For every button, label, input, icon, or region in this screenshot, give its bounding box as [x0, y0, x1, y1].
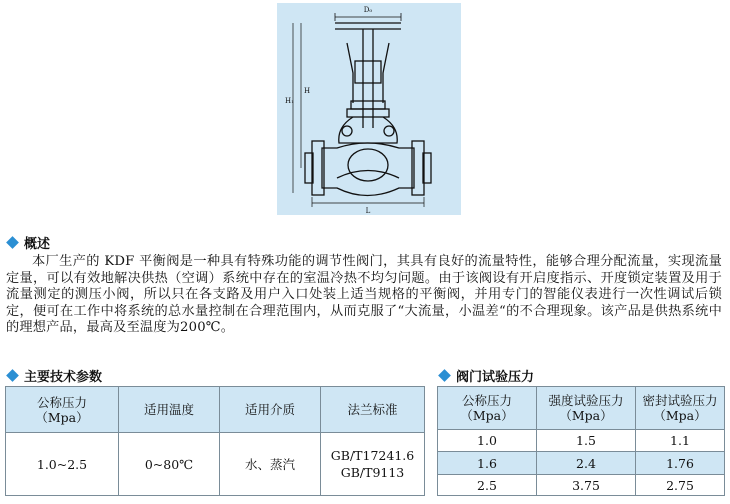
dim-label-top: D₀ [363, 6, 373, 14]
test-pressure-cell: 1.1 [636, 430, 725, 452]
dim-label-l: L [365, 207, 371, 215]
test-pressure-header-row [438, 387, 725, 430]
tech-params-row [6, 433, 425, 496]
tech-params-heading-text: 主要技术参数 [24, 370, 103, 385]
tech-params-cell-flange: GB/T17241.6 GB/T9113 [321, 433, 425, 496]
test-pressure-row [438, 475, 725, 496]
test-pressure-header-strength: 强度试验压力 （Mpa） [537, 387, 636, 430]
tech-params-heading [8, 366, 102, 385]
tech-params-header-medium: 适用介质 [220, 387, 321, 433]
diamond-bullet-icon [438, 369, 451, 382]
test-pressure-heading-text: 阀门试验压力 [456, 370, 535, 385]
diamond-bullet-icon [6, 236, 19, 249]
test-pressure-cell: 3.75 [537, 475, 636, 496]
overview-heading-text: 概述 [24, 237, 51, 252]
diamond-bullet-icon [6, 369, 19, 382]
tech-params-table [5, 386, 425, 496]
test-pressure-header-seal: 密封试验压力 （Mpa） [636, 387, 725, 430]
dim-label-h: H [304, 87, 311, 95]
overview-heading [8, 233, 50, 252]
test-pressure-cell: 1.0 [438, 430, 537, 452]
tech-params-cell-temp: 0~80℃ [119, 433, 220, 496]
test-pressure-heading [440, 366, 534, 385]
test-pressure-cell: 1.5 [537, 430, 636, 452]
test-pressure-cell: 2.5 [438, 475, 537, 496]
tech-params-header-row [6, 387, 425, 433]
test-pressure-header-nominal: 公称压力 （Mpa） [438, 387, 537, 430]
tech-params-header-temp: 适用温度 [119, 387, 220, 433]
tech-params-header-flange: 法兰标准 [321, 387, 425, 433]
test-pressure-cell: 2.75 [636, 475, 725, 496]
test-pressure-row [438, 430, 725, 452]
test-pressure-cell: 1.76 [636, 452, 725, 475]
test-pressure-row [438, 452, 725, 475]
tech-params-header-pressure: 公称压力 （Mpa） [6, 387, 119, 433]
tech-params-cell-pressure: 1.0~2.5 [6, 433, 119, 496]
dim-label-h1: H₁ [285, 97, 294, 105]
valve-drawing-svg [277, 3, 461, 215]
valve-drawing [277, 3, 461, 215]
test-pressure-cell: 1.6 [438, 452, 537, 475]
test-pressure-cell: 2.4 [537, 452, 636, 475]
test-pressure-table [437, 386, 725, 496]
overview-paragraph: 本厂生产的 KDF 平衡阀是一种具有特殊功能的调节性阀门，其具有良好的流量特性，能够合理分配流量，实现流量定量，可以有效地解决供热（空调）系统中存在的室温冷热不均匀问题。由于该阀设有开启度指示、开度锁定装置及用于流量测定的测压小阀，所以只在各支路及用户入口处装上适当规格的平衡阀，并用专门的智能仪表进行一次性调试后锁定，便可在工作中将系统的总水量控制在合理范围内，从而克服了“大流量，小温差“的不合理现象。该产品是供热系统中的理想产品，最高及至温度为200℃。 [6, 254, 722, 336]
tech-params-cell-medium: 水、蒸汽 [220, 433, 321, 496]
